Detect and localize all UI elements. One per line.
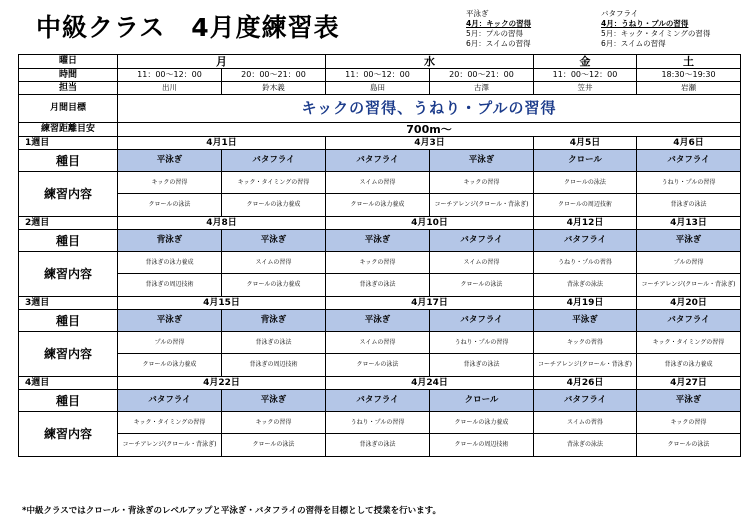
goal-row: [19, 95, 741, 123]
content-cell: キックの習得: [326, 252, 430, 274]
stroke-cell: クロール: [430, 390, 534, 412]
date-cell: 4月8日: [118, 217, 326, 230]
row-label: 練習内容: [19, 412, 118, 457]
schedule-table: [18, 54, 741, 457]
content-cell: 背泳ぎの泳法: [326, 434, 430, 457]
staff-cell: 島田: [326, 82, 430, 95]
content-cell: キックの習得: [118, 172, 222, 194]
date-cell: 4月27日: [637, 377, 741, 390]
stroke-cell: 平泳ぎ: [326, 230, 430, 252]
content-cell: スイムの習得: [222, 252, 326, 274]
stroke-cell: 平泳ぎ: [637, 230, 741, 252]
stroke-row: [19, 230, 741, 252]
content-cell: キック・タイミングの習得: [637, 332, 741, 354]
week-date-row: [19, 377, 741, 390]
staff-cell: 出川: [118, 82, 222, 95]
content-cell: 背泳ぎの泳法: [222, 332, 326, 354]
legend-item: 6月：スイムの習得: [466, 39, 531, 48]
week-date-row: [19, 137, 741, 150]
date-cell: 4月12日: [534, 217, 637, 230]
row-label: 練習内容: [19, 252, 118, 297]
content-cell: クロールの泳法: [118, 194, 222, 217]
stroke-cell: 平泳ぎ: [118, 150, 222, 172]
week-date-row: [19, 217, 741, 230]
content-cell: スイムの習得: [430, 252, 534, 274]
content-cell: キックの習得: [430, 172, 534, 194]
content-cell: キック・タイミングの習得: [118, 412, 222, 434]
date-cell: 4月6日: [637, 137, 741, 150]
content-cell: クロールの泳力養成: [222, 274, 326, 297]
week-date-row: [19, 297, 741, 310]
content-row: [19, 172, 741, 194]
day-header: 水: [326, 55, 534, 69]
content-cell: 背泳ぎの泳法: [637, 194, 741, 217]
content-row: [19, 434, 741, 457]
stroke-cell: バタフライ: [326, 390, 430, 412]
stroke-cell: クロール: [534, 150, 637, 172]
legend-item: 4月：キックの習得: [466, 19, 532, 28]
stroke-cell: 平泳ぎ: [222, 390, 326, 412]
stroke-cell: バタフライ: [430, 230, 534, 252]
content-cell: コーチアレンジ(クロール・背泳ぎ): [118, 434, 222, 457]
content-cell: キック・タイミングの習得: [222, 172, 326, 194]
content-cell: うねり・プルの習得: [326, 412, 430, 434]
content-cell: クロールの泳法: [222, 434, 326, 457]
content-cell: クロールの泳法: [326, 354, 430, 377]
stroke-cell: 背泳ぎ: [222, 310, 326, 332]
time-cell: 18:30～19:30: [637, 69, 741, 82]
staff-cell: 岩瀬: [637, 82, 741, 95]
time-cell: 20：00～21：00: [222, 69, 326, 82]
content-cell: キックの習得: [534, 332, 637, 354]
legend-head: 平泳ぎ: [466, 9, 489, 18]
content-cell: クロールの泳法: [430, 274, 534, 297]
content-cell: 背泳ぎの泳力養成: [637, 354, 741, 377]
time-cell: 20：00～21：00: [430, 69, 534, 82]
time-cell: 11：00～12：00: [534, 69, 637, 82]
content-row: [19, 412, 741, 434]
date-cell: 4月13日: [637, 217, 741, 230]
stroke-cell: 平泳ぎ: [637, 390, 741, 412]
row-label: 月間目標: [19, 95, 118, 123]
row-label: 練習内容: [19, 172, 118, 217]
content-cell: 背泳ぎの泳法: [326, 274, 430, 297]
date-cell: 4月15日: [118, 297, 326, 310]
stroke-cell: 平泳ぎ: [326, 310, 430, 332]
legend-butterfly: [601, 9, 710, 49]
content-cell: 背泳ぎの周辺技術: [118, 274, 222, 297]
stroke-row: [19, 310, 741, 332]
content-cell: クロールの泳力養成: [326, 194, 430, 217]
staff-row: [19, 82, 741, 95]
day-header: 月: [118, 55, 326, 69]
distance-value: 700m～: [118, 123, 741, 137]
content-cell: うねり・プルの習得: [534, 252, 637, 274]
legend-item: 5月：キック・タイミングの習得: [601, 29, 711, 38]
stroke-cell: バタフライ: [637, 310, 741, 332]
row-label: 種目: [19, 310, 118, 332]
content-cell: クロールの泳法: [534, 172, 637, 194]
date-cell: 4月17日: [326, 297, 534, 310]
content-cell: プルの習得: [637, 252, 741, 274]
stroke-row: [19, 150, 741, 172]
page-title: 中級クラス 4月度練習表: [36, 13, 340, 42]
row-label: 種目: [19, 390, 118, 412]
stroke-cell: バタフライ: [326, 150, 430, 172]
stroke-cell: 背泳ぎ: [118, 230, 222, 252]
date-cell: 4月22日: [118, 377, 326, 390]
row-label: 曜日: [19, 55, 118, 69]
legend-item: 5月：プルの習得: [466, 29, 523, 38]
stroke-cell: バタフライ: [534, 230, 637, 252]
date-cell: 4月3日: [326, 137, 534, 150]
stroke-cell: バタフライ: [637, 150, 741, 172]
content-cell: コーチアレンジ(クロール・背泳ぎ): [430, 194, 534, 217]
row-label: 種目: [19, 230, 118, 252]
week-label: 4週目: [19, 377, 118, 390]
stroke-cell: バタフライ: [222, 150, 326, 172]
content-cell: 背泳ぎの泳法: [430, 354, 534, 377]
content-row: [19, 332, 741, 354]
day-header: 土: [637, 55, 741, 69]
staff-cell: 鈴木義: [222, 82, 326, 95]
stroke-cell: バタフライ: [118, 390, 222, 412]
row-label: 担当: [19, 82, 118, 95]
date-cell: 4月1日: [118, 137, 326, 150]
content-cell: スイムの習得: [534, 412, 637, 434]
content-cell: スイムの習得: [326, 332, 430, 354]
legend-item: 4月：うねり・プルの習得: [601, 19, 689, 28]
content-cell: クロールの周辺技術: [534, 194, 637, 217]
date-cell: 4月10日: [326, 217, 534, 230]
content-cell: キックの習得: [637, 412, 741, 434]
content-cell: クロールの泳力養成: [118, 354, 222, 377]
stroke-cell: 平泳ぎ: [534, 310, 637, 332]
content-cell: 背泳ぎの泳法: [534, 274, 637, 297]
day-row: [19, 55, 741, 69]
time-cell: 11：00～12：00: [118, 69, 222, 82]
content-cell: スイムの習得: [326, 172, 430, 194]
stroke-cell: 平泳ぎ: [430, 150, 534, 172]
monthly-goal: キックの習得、うねり・プルの習得: [118, 95, 741, 123]
date-cell: 4月26日: [534, 377, 637, 390]
legend-head: バタフライ: [601, 9, 639, 18]
stroke-row: [19, 390, 741, 412]
stroke-cell: バタフライ: [430, 310, 534, 332]
week-label: 3週目: [19, 297, 118, 310]
content-row: [19, 194, 741, 217]
content-row: [19, 354, 741, 377]
stroke-cell: 平泳ぎ: [118, 310, 222, 332]
content-cell: 背泳ぎの周辺技術: [222, 354, 326, 377]
day-header: 金: [534, 55, 637, 69]
content-cell: キックの習得: [222, 412, 326, 434]
legend-item: 6月：スイムの習得: [601, 39, 666, 48]
content-cell: コーチアレンジ(クロール・背泳ぎ): [637, 274, 741, 297]
week-label: 1週目: [19, 137, 118, 150]
row-label: 練習内容: [19, 332, 118, 377]
row-label: 時間: [19, 69, 118, 82]
content-row: [19, 252, 741, 274]
row-label: 練習距離目安: [19, 123, 118, 137]
content-cell: コーチアレンジ(クロール・背泳ぎ): [534, 354, 637, 377]
staff-cell: 笠井: [534, 82, 637, 95]
staff-cell: 古澤: [430, 82, 534, 95]
content-cell: クロールの泳法: [637, 434, 741, 457]
date-cell: 4月5日: [534, 137, 637, 150]
week-label: 2週目: [19, 217, 118, 230]
distance-row: [19, 123, 741, 137]
content-cell: 背泳ぎの泳力養成: [118, 252, 222, 274]
legend-breaststroke: [466, 9, 531, 49]
footer-note: *中級クラスではクロール・背泳ぎのレベルアップと平泳ぎ・バタフライの習得を目標として授業を行います。: [22, 506, 441, 516]
content-cell: クロールの泳力養成: [430, 412, 534, 434]
content-cell: うねり・プルの習得: [637, 172, 741, 194]
content-cell: うねり・プルの習得: [430, 332, 534, 354]
row-label: 種目: [19, 150, 118, 172]
content-cell: クロールの泳力養成: [222, 194, 326, 217]
content-row: [19, 274, 741, 297]
date-cell: 4月20日: [637, 297, 741, 310]
time-cell: 11：00～12：00: [326, 69, 430, 82]
time-row: [19, 69, 741, 82]
date-cell: 4月24日: [326, 377, 534, 390]
stroke-cell: バタフライ: [534, 390, 637, 412]
content-cell: クロールの周辺技術: [430, 434, 534, 457]
date-cell: 4月19日: [534, 297, 637, 310]
content-cell: プルの習得: [118, 332, 222, 354]
stroke-cell: 平泳ぎ: [222, 230, 326, 252]
content-cell: 背泳ぎの泳法: [534, 434, 637, 457]
